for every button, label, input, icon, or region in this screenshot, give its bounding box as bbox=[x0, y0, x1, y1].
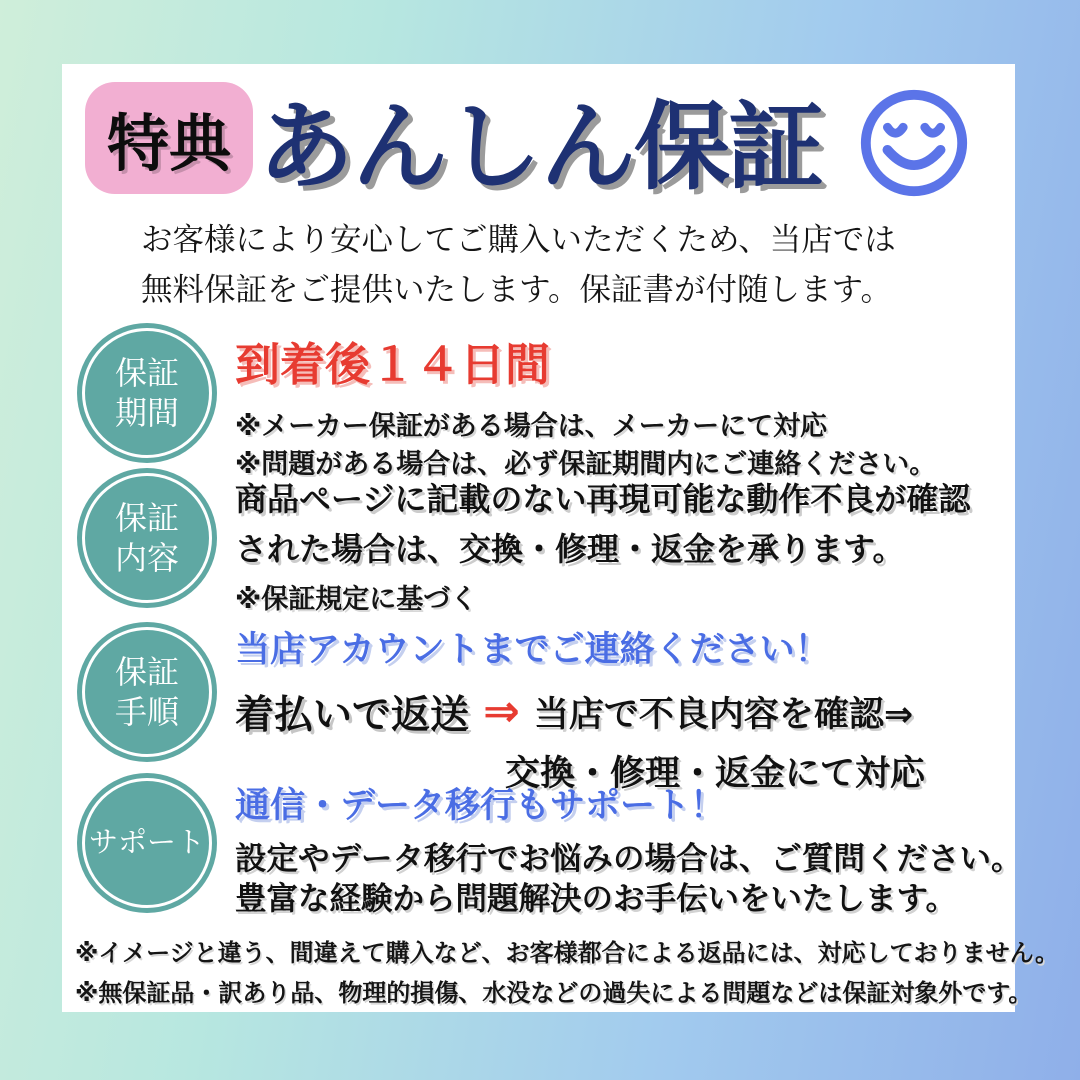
support-circle bbox=[77, 773, 217, 913]
warranty-procedure-content bbox=[235, 622, 1010, 796]
step-check: 当店で不良内容を確認⇒ bbox=[533, 695, 914, 734]
smiley-face-icon bbox=[855, 84, 973, 202]
warranty-coverage-note: ※保証規定に基づく bbox=[235, 584, 478, 614]
warranty-coverage-circle bbox=[77, 468, 217, 608]
circle-label: 保証 bbox=[114, 355, 179, 391]
circle-label: サポート bbox=[88, 827, 205, 859]
circle-label: 内容 bbox=[114, 540, 179, 576]
circle-label: 保証 bbox=[114, 654, 179, 690]
warranty-coverage-line2: された場合は、交換・修理・返金を承ります。 bbox=[235, 531, 905, 567]
support-headline: 通信・データ移行もサポート！ bbox=[235, 786, 726, 825]
warranty-coverage-content bbox=[235, 474, 1010, 618]
support-line2: 豊富な経験から問題解決のお手伝いをいたします。 bbox=[235, 880, 957, 916]
support-content bbox=[235, 778, 1023, 918]
step-result: 交換・修理・返金にて対応 bbox=[505, 754, 926, 793]
intro-text-line1: お客様により安心してご購入いただくため、当店では bbox=[141, 221, 896, 257]
intro-text-line2: 無料保証をご提供いたします。保証書が付随します。 bbox=[141, 271, 892, 307]
warranty-period-circle bbox=[77, 323, 217, 463]
warranty-procedure-circle bbox=[77, 622, 217, 762]
warranty-card bbox=[62, 64, 1060, 1012]
intro-text bbox=[141, 214, 971, 314]
circle-label: 手順 bbox=[114, 694, 179, 730]
footer-disclaimer-line1: ※イメージと違う、間違えて購入など、お客様都合による返品には、対応しておりません。 bbox=[75, 940, 1060, 967]
page-title: あんしん保証 bbox=[258, 94, 822, 201]
warranty-coverage-line1: 商品ページに記載のない再現可能な動作不良が確認 bbox=[235, 481, 971, 517]
footer-disclaimer-line2: ※無保証品・訳あり品、物理的損傷、水没などの過失による問題などは保証対象外です。 bbox=[75, 980, 1033, 1007]
benefit-badge-label: 特典 bbox=[106, 109, 231, 179]
footer-disclaimers bbox=[75, 934, 1060, 1014]
warranty-period-content bbox=[235, 328, 1010, 483]
benefit-badge bbox=[85, 82, 253, 194]
warranty-period-headline: 到着後１４日間 bbox=[235, 339, 551, 390]
warranty-procedure-headline: 当店アカウントまでご連絡ください！ bbox=[235, 630, 830, 669]
red-arrow-icon: ⇒ bbox=[483, 687, 520, 736]
circle-label: 保証 bbox=[114, 500, 179, 536]
warranty-period-note2: ※問題がある場合は、必ず保証期間内にご連絡ください。 bbox=[235, 449, 937, 479]
step-return: 着払いで返送 bbox=[235, 694, 470, 737]
support-line1: 設定やデータ移行でお悩みの場合は、ご質問ください。 bbox=[235, 840, 1023, 876]
warranty-period-note1: ※メーカー保証がある場合は、メーカーにて対応 bbox=[235, 411, 828, 441]
warranty-procedure-steps bbox=[235, 684, 1010, 740]
circle-label: 期間 bbox=[114, 395, 179, 431]
